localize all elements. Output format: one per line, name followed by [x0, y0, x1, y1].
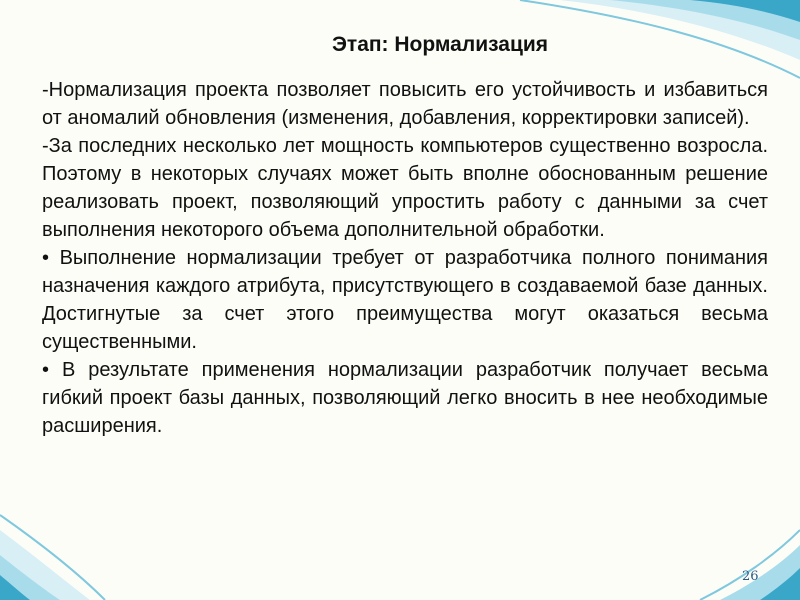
paragraph-3: • Выполнение нормализации требует от разработчика полного понимания назначения каждого атрибута, присутствующего в создаваемой базе данных. Достигнутые за счет этого преимущества могут оказаться весьма существенными.	[42, 247, 768, 353]
paragraph-2: -За последних несколько лет мощность компьютеров существенно возросла. Поэтому в некоторых случаях может быть вполне обоснованным решение реализовать проект, позволяющий упростить работу с данными за счет выполнения некоторого объема дополнительной обработки.	[42, 135, 768, 241]
slide-body	[42, 76, 768, 440]
page-number: 26	[742, 569, 759, 584]
paragraph-4: • В результате применения нормализации разработчик получает весьма гибкий проект базы данных, позволяющий легко вносить в нее необходимые расширения.	[42, 359, 768, 437]
paragraph-1: -Нормализация проекта позволяет повысить его устойчивость и избавиться от аномалий обновления (изменения, добавления, корректировки записей).	[42, 79, 768, 129]
slide-title: Этап: Нормализация	[331, 33, 549, 56]
